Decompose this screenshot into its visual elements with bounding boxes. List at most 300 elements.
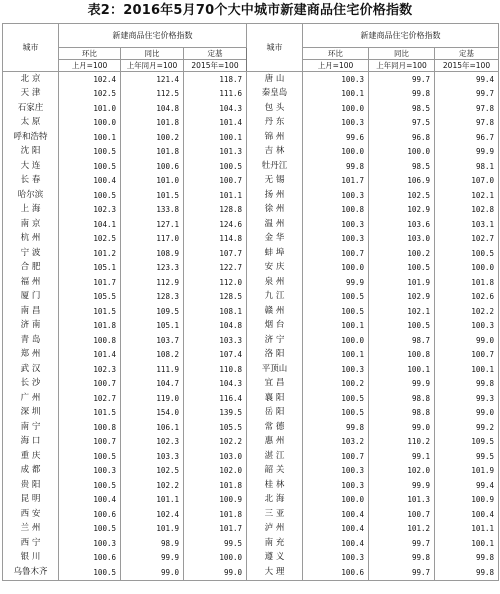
city-cell: 泉 州 [247,275,303,290]
mom-cell: 105.1 [59,261,121,276]
city-cell: 徐 州 [247,203,303,218]
fixed-cell: 100.1 [435,536,499,551]
table-row [3,435,499,450]
table-row [3,130,499,145]
table-row [3,101,499,116]
fixed-cell: 101.4 [184,116,247,131]
city-cell: 长 春 [3,174,59,189]
table-row [3,522,499,537]
mom-cell: 105.5 [59,290,121,305]
mom-cell: 101.0 [59,101,121,116]
fixed-cell: 102.2 [184,435,247,450]
city-cell: 惠 州 [247,435,303,450]
city-cell: 烟 台 [247,319,303,334]
yoy-cell: 101.1 [121,493,184,508]
mom-cell: 100.3 [303,232,369,247]
fixed-cell: 111.6 [184,87,247,102]
fixed-cell: 99.5 [184,536,247,551]
fixed-cell: 100.3 [435,319,499,334]
city-cell: 兰 州 [3,522,59,537]
city-cell: 韶 关 [247,464,303,479]
yoy-cell: 103.7 [121,333,184,348]
yoy-header-right: 同比 [369,48,435,60]
fixed-cell: 105.5 [184,420,247,435]
fixed-cell: 124.6 [184,217,247,232]
mom-header-right: 环比 [303,48,369,60]
yoy-cell: 99.7 [369,536,435,551]
city-cell: 太 原 [3,116,59,131]
yoy-cell: 102.2 [121,478,184,493]
city-cell: 杭 州 [3,232,59,247]
fixed-cell: 99.5 [435,449,499,464]
mom-cell: 100.7 [59,377,121,392]
table-body [3,72,499,581]
city-cell: 南 充 [247,536,303,551]
table-row [3,304,499,319]
mom-cell: 100.0 [303,333,369,348]
fixed-base-left: 2015年=100 [184,60,247,72]
yoy-cell: 99.9 [369,478,435,493]
yoy-cell: 99.8 [369,87,435,102]
mom-cell: 100.3 [303,217,369,232]
yoy-cell: 102.1 [369,304,435,319]
mom-cell: 100.5 [59,188,121,203]
fixed-cell: 100.4 [435,507,499,522]
mom-cell: 100.4 [59,493,121,508]
city-cell: 唐 山 [247,72,303,87]
city-cell: 昆 明 [3,493,59,508]
city-cell: 包 头 [247,101,303,116]
yoy-cell: 110.2 [369,435,435,450]
yoy-cell: 98.9 [121,536,184,551]
fixed-cell: 99.0 [184,565,247,580]
city-cell: 南 昌 [3,304,59,319]
fixed-cell: 110.8 [184,362,247,377]
city-cell: 厦 门 [3,290,59,305]
yoy-cell: 98.8 [369,406,435,421]
mom-cell: 100.3 [303,116,369,131]
mom-cell: 100.5 [59,145,121,160]
city-cell: 湛 江 [247,449,303,464]
table-row [3,536,499,551]
fixed-cell: 97.8 [435,116,499,131]
city-header-right: 城市 [247,24,303,72]
fixed-cell: 112.0 [184,275,247,290]
fixed-cell: 102.8 [435,203,499,218]
city-cell: 南 京 [3,217,59,232]
mom-base-right: 上月=100 [303,60,369,72]
fixed-cell: 114.8 [184,232,247,247]
index-group-header-left: 新建商品住宅价格指数 [59,24,247,48]
fixed-cell: 101.8 [184,478,247,493]
fixed-cell: 100.0 [184,551,247,566]
city-cell: 西 安 [3,507,59,522]
table-row [3,232,499,247]
city-cell: 吉 林 [247,145,303,160]
yoy-cell: 102.3 [121,435,184,450]
mom-cell: 99.8 [303,420,369,435]
yoy-cell: 101.9 [369,275,435,290]
table-title: 表2：2016年5月70个大中城市新建商品住宅价格指数 [87,3,413,18]
city-cell: 丹 东 [247,116,303,131]
mom-cell: 102.3 [59,362,121,377]
yoy-cell: 104.8 [121,101,184,116]
yoy-cell: 104.7 [121,377,184,392]
fixed-cell: 99.4 [435,478,499,493]
fixed-cell: 116.4 [184,391,247,406]
city-cell: 广 州 [3,391,59,406]
table-row [3,217,499,232]
yoy-cell: 128.3 [121,290,184,305]
mom-cell: 101.5 [59,304,121,319]
table-row [3,174,499,189]
fixed-cell: 128.5 [184,290,247,305]
fixed-cell: 99.3 [435,391,499,406]
fixed-cell: 101.9 [435,464,499,479]
table-row [3,188,499,203]
city-cell: 深 圳 [3,406,59,421]
mom-cell: 100.3 [303,72,369,87]
city-cell: 温 州 [247,217,303,232]
mom-cell: 100.5 [59,478,121,493]
city-cell: 常 德 [247,420,303,435]
city-cell: 贵 阳 [3,478,59,493]
table-row [3,159,499,174]
fixed-cell: 101.1 [435,522,499,537]
yoy-cell: 100.8 [369,348,435,363]
yoy-cell: 99.8 [369,551,435,566]
yoy-cell: 100.6 [121,159,184,174]
yoy-cell: 99.9 [121,551,184,566]
yoy-cell: 101.8 [121,145,184,160]
yoy-cell: 100.0 [369,145,435,160]
yoy-cell: 96.8 [369,130,435,145]
table-row [3,203,499,218]
fixed-cell: 102.2 [435,304,499,319]
yoy-cell: 102.9 [369,203,435,218]
fixed-cell: 107.4 [184,348,247,363]
yoy-base-right: 上年同月=100 [369,60,435,72]
fixed-cell: 99.8 [435,377,499,392]
yoy-cell: 119.0 [121,391,184,406]
yoy-cell: 100.5 [369,319,435,334]
yoy-cell: 100.2 [369,246,435,261]
city-cell: 重 庆 [3,449,59,464]
mom-cell: 102.4 [59,72,121,87]
city-cell: 南 宁 [3,420,59,435]
city-cell: 平顶山 [247,362,303,377]
fixed-cell: 97.8 [435,101,499,116]
table-row [3,319,499,334]
yoy-cell: 117.0 [121,232,184,247]
fixed-cell: 107.7 [184,246,247,261]
yoy-cell: 108.9 [121,246,184,261]
mom-cell: 104.1 [59,217,121,232]
fixed-cell: 96.7 [435,130,499,145]
city-cell: 蚌 埠 [247,246,303,261]
mom-cell: 100.8 [303,203,369,218]
mom-cell: 100.5 [303,290,369,305]
yoy-cell: 99.9 [369,377,435,392]
yoy-cell: 111.9 [121,362,184,377]
fixed-cell: 101.1 [184,188,247,203]
fixed-cell: 99.8 [435,565,499,580]
table-row [3,145,499,160]
fixed-cell: 99.0 [435,333,499,348]
yoy-cell: 101.0 [121,174,184,189]
fixed-cell: 101.8 [184,507,247,522]
city-cell: 郑 州 [3,348,59,363]
yoy-cell: 112.9 [121,275,184,290]
mom-cell: 102.5 [59,87,121,102]
mom-cell: 100.5 [303,391,369,406]
mom-cell: 99.6 [303,130,369,145]
yoy-cell: 101.5 [121,188,184,203]
mom-cell: 100.5 [59,522,121,537]
city-cell: 乌鲁木齐 [3,565,59,580]
mom-cell: 100.1 [303,87,369,102]
fixed-cell: 108.1 [184,304,247,319]
mom-cell: 100.1 [303,319,369,334]
yoy-cell: 100.1 [369,362,435,377]
yoy-cell: 99.0 [121,565,184,580]
table-row [3,507,499,522]
table-row [3,261,499,276]
yoy-cell: 102.5 [369,188,435,203]
yoy-cell: 121.4 [121,72,184,87]
fixed-cell: 98.1 [435,159,499,174]
fixed-cell: 99.9 [435,145,499,160]
mom-cell: 100.1 [303,348,369,363]
table-row [3,362,499,377]
city-cell: 宜 昌 [247,377,303,392]
fixed-cell: 100.7 [435,348,499,363]
mom-base-left: 上月=100 [59,60,121,72]
mom-cell: 101.7 [303,174,369,189]
mom-cell: 100.7 [303,246,369,261]
yoy-cell: 101.8 [121,116,184,131]
fixed-cell: 100.5 [184,159,247,174]
city-cell: 金 华 [247,232,303,247]
yoy-cell: 98.5 [369,159,435,174]
yoy-cell: 98.8 [369,391,435,406]
fixed-cell: 100.9 [435,493,499,508]
yoy-cell: 123.3 [121,261,184,276]
mom-cell: 100.3 [303,478,369,493]
city-cell: 牡丹江 [247,159,303,174]
yoy-cell: 102.0 [369,464,435,479]
fixed-cell: 99.2 [435,420,499,435]
price-index-table [2,23,499,581]
yoy-cell: 127.1 [121,217,184,232]
fixed-cell: 99.7 [435,87,499,102]
mom-cell: 100.0 [303,261,369,276]
yoy-cell: 98.5 [369,101,435,116]
table-row [3,406,499,421]
city-cell: 秦皇岛 [247,87,303,102]
table-row [3,478,499,493]
city-header-left: 城市 [3,24,59,72]
mom-cell: 100.6 [59,551,121,566]
table-row [3,333,499,348]
yoy-cell: 101.2 [369,522,435,537]
yoy-cell: 154.0 [121,406,184,421]
city-cell: 赣 州 [247,304,303,319]
yoy-cell: 112.5 [121,87,184,102]
yoy-cell: 99.1 [369,449,435,464]
fixed-cell: 104.3 [184,101,247,116]
yoy-cell: 133.8 [121,203,184,218]
fixed-cell: 101.3 [184,145,247,160]
city-cell: 天 津 [3,87,59,102]
city-cell: 石家庄 [3,101,59,116]
mom-cell: 100.3 [303,464,369,479]
table-row [3,493,499,508]
table-row [3,377,499,392]
mom-header-left: 环比 [59,48,121,60]
yoy-cell: 99.0 [369,420,435,435]
yoy-cell: 102.5 [121,464,184,479]
city-cell: 泸 州 [247,522,303,537]
mom-cell: 100.7 [303,449,369,464]
yoy-cell: 103.6 [369,217,435,232]
table-row [3,246,499,261]
city-cell: 九 江 [247,290,303,305]
mom-cell: 100.4 [59,174,121,189]
mom-cell: 100.6 [59,507,121,522]
mom-cell: 100.2 [303,377,369,392]
mom-cell: 100.0 [303,493,369,508]
table-row [3,391,499,406]
yoy-cell: 97.5 [369,116,435,131]
city-cell: 宁 波 [3,246,59,261]
fixed-header-right: 定基 [435,48,499,60]
mom-cell: 100.0 [303,145,369,160]
mom-cell: 100.4 [303,536,369,551]
yoy-header-left: 同比 [121,48,184,60]
city-cell: 青 岛 [3,333,59,348]
fixed-cell: 100.9 [184,493,247,508]
mom-cell: 100.5 [59,449,121,464]
city-cell: 洛 阳 [247,348,303,363]
mom-cell: 100.8 [59,420,121,435]
index-group-header-right: 新建商品住宅价格指数 [303,24,499,48]
mom-cell: 101.8 [59,319,121,334]
fixed-cell: 99.0 [435,406,499,421]
mom-cell: 100.0 [59,116,121,131]
yoy-cell: 106.9 [369,174,435,189]
fixed-cell: 107.0 [435,174,499,189]
city-cell: 海 口 [3,435,59,450]
yoy-cell: 99.7 [369,565,435,580]
fixed-cell: 100.1 [184,130,247,145]
table-row [3,464,499,479]
table-row [3,72,499,87]
table-row [3,565,499,580]
mom-cell: 100.3 [303,188,369,203]
mom-cell: 100.5 [59,565,121,580]
mom-cell: 100.6 [303,565,369,580]
city-cell: 上 海 [3,203,59,218]
fixed-cell: 100.0 [435,261,499,276]
fixed-cell: 118.7 [184,72,247,87]
mom-cell: 99.9 [303,275,369,290]
city-cell: 北 京 [3,72,59,87]
fixed-cell: 103.3 [184,333,247,348]
mom-cell: 103.2 [303,435,369,450]
city-cell: 遵 义 [247,551,303,566]
city-cell: 合 肥 [3,261,59,276]
mom-cell: 100.3 [303,362,369,377]
mom-cell: 101.2 [59,246,121,261]
mom-cell: 102.7 [59,391,121,406]
fixed-cell: 100.5 [435,246,499,261]
mom-cell: 100.4 [303,522,369,537]
mom-cell: 100.3 [59,536,121,551]
city-cell: 银 川 [3,551,59,566]
fixed-cell: 102.0 [184,464,247,479]
mom-cell: 100.5 [59,159,121,174]
mom-cell: 100.4 [303,507,369,522]
city-cell: 无 锡 [247,174,303,189]
table-row [3,87,499,102]
city-cell: 大 理 [247,565,303,580]
yoy-cell: 100.5 [369,261,435,276]
fixed-header-left: 定基 [184,48,247,60]
yoy-cell: 106.1 [121,420,184,435]
fixed-cell: 100.7 [184,174,247,189]
mom-cell: 100.7 [59,435,121,450]
fixed-cell: 104.8 [184,319,247,334]
mom-cell: 100.8 [59,333,121,348]
city-cell: 西 宁 [3,536,59,551]
fixed-cell: 102.1 [435,188,499,203]
city-cell: 襄 阳 [247,391,303,406]
city-cell: 呼和浩特 [3,130,59,145]
mom-cell: 101.5 [59,406,121,421]
city-cell: 福 州 [3,275,59,290]
yoy-cell: 100.7 [369,507,435,522]
city-cell: 沈 阳 [3,145,59,160]
city-cell: 长 沙 [3,377,59,392]
city-cell: 济 宁 [247,333,303,348]
fixed-cell: 99.8 [435,551,499,566]
yoy-cell: 108.2 [121,348,184,363]
yoy-cell: 98.7 [369,333,435,348]
table-row [3,551,499,566]
mom-cell: 101.4 [59,348,121,363]
fixed-base-right: 2015年=100 [435,60,499,72]
fixed-cell: 109.5 [435,435,499,450]
fixed-cell: 102.7 [435,232,499,247]
fixed-cell: 101.8 [435,275,499,290]
city-cell: 锦 州 [247,130,303,145]
mom-cell: 102.3 [59,203,121,218]
fixed-cell: 122.7 [184,261,247,276]
city-cell: 桂 林 [247,478,303,493]
table-row [3,290,499,305]
city-cell: 成 都 [3,464,59,479]
city-cell: 扬 州 [247,188,303,203]
city-cell: 哈尔滨 [3,188,59,203]
fixed-cell: 101.7 [184,522,247,537]
city-cell: 岳 阳 [247,406,303,421]
mom-cell: 100.3 [303,551,369,566]
fixed-cell: 102.6 [435,290,499,305]
yoy-cell: 105.1 [121,319,184,334]
fixed-cell: 99.4 [435,72,499,87]
mom-cell: 100.5 [303,304,369,319]
